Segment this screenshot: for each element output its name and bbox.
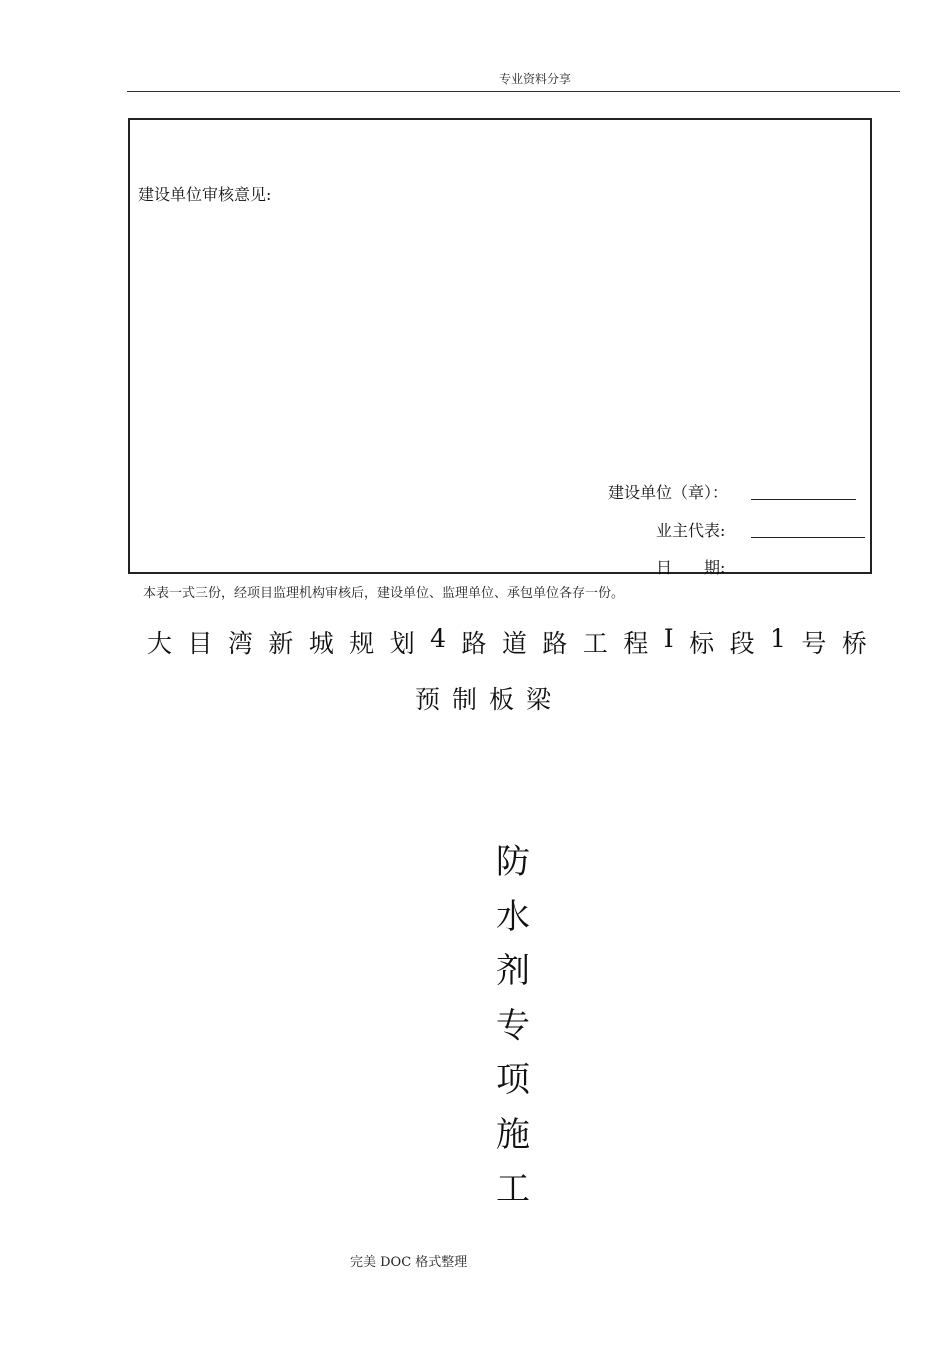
project-title-char: 目 <box>187 629 213 658</box>
date-label: 日 期: <box>656 558 726 577</box>
project-title-char: 标 <box>689 629 715 658</box>
vertical-title-char: 水 <box>496 896 530 937</box>
project-title-char: 城 <box>308 629 334 658</box>
document-title-vertical <box>493 835 533 1217</box>
project-title-char: 新 <box>268 629 294 658</box>
project-title-char: 程 <box>623 629 649 658</box>
project-subtitle: 预制板梁 <box>414 685 563 714</box>
vertical-title-char: 项 <box>496 1060 530 1100</box>
date-signature-line <box>749 573 865 574</box>
project-title-char: 湾 <box>227 629 253 658</box>
project-title-char: 划 <box>389 629 415 658</box>
owner-representative-signature-line <box>751 537 865 538</box>
project-title-char: 大 <box>147 629 173 658</box>
project-title-char: 工 <box>582 629 608 658</box>
vertical-title-char: 工 <box>496 1169 530 1209</box>
project-title-char: 段 <box>729 629 755 658</box>
header-rule <box>127 91 900 92</box>
vertical-title-char: 剂 <box>496 951 530 991</box>
page-header-text: 专业资料分享 <box>498 72 571 86</box>
project-title-char: 规 <box>349 629 375 658</box>
project-title-char: 道 <box>501 629 527 658</box>
review-opinion-title: 建设单位审核意见: <box>138 185 272 204</box>
project-title-char: 路 <box>461 629 487 658</box>
owner-representative-label: 业主代表: <box>656 521 726 540</box>
page-footer: 完美 DOC 格式整理 <box>350 1255 468 1270</box>
project-title-char: 4 <box>430 624 447 653</box>
review-opinion-box <box>128 118 872 577</box>
construction-unit-label: 建设单位（章）： <box>608 483 729 502</box>
project-title-char: 号 <box>801 629 827 658</box>
vertical-title-char: 施 <box>496 1114 530 1155</box>
project-title-char: 桥 <box>841 629 867 658</box>
project-title-char: I <box>663 624 674 653</box>
vertical-title-char: 专 <box>496 1005 530 1046</box>
construction-unit-signature-line <box>751 499 856 500</box>
project-title-char: 路 <box>542 629 568 658</box>
vertical-title-char: 防 <box>496 842 530 882</box>
project-title-char: 1 <box>770 624 786 653</box>
project-title <box>147 624 867 660</box>
distribution-note: 本表一式三份，经项目监理机构审核后，建设单位、监理单位、承包单位各存一份。 <box>143 586 625 601</box>
